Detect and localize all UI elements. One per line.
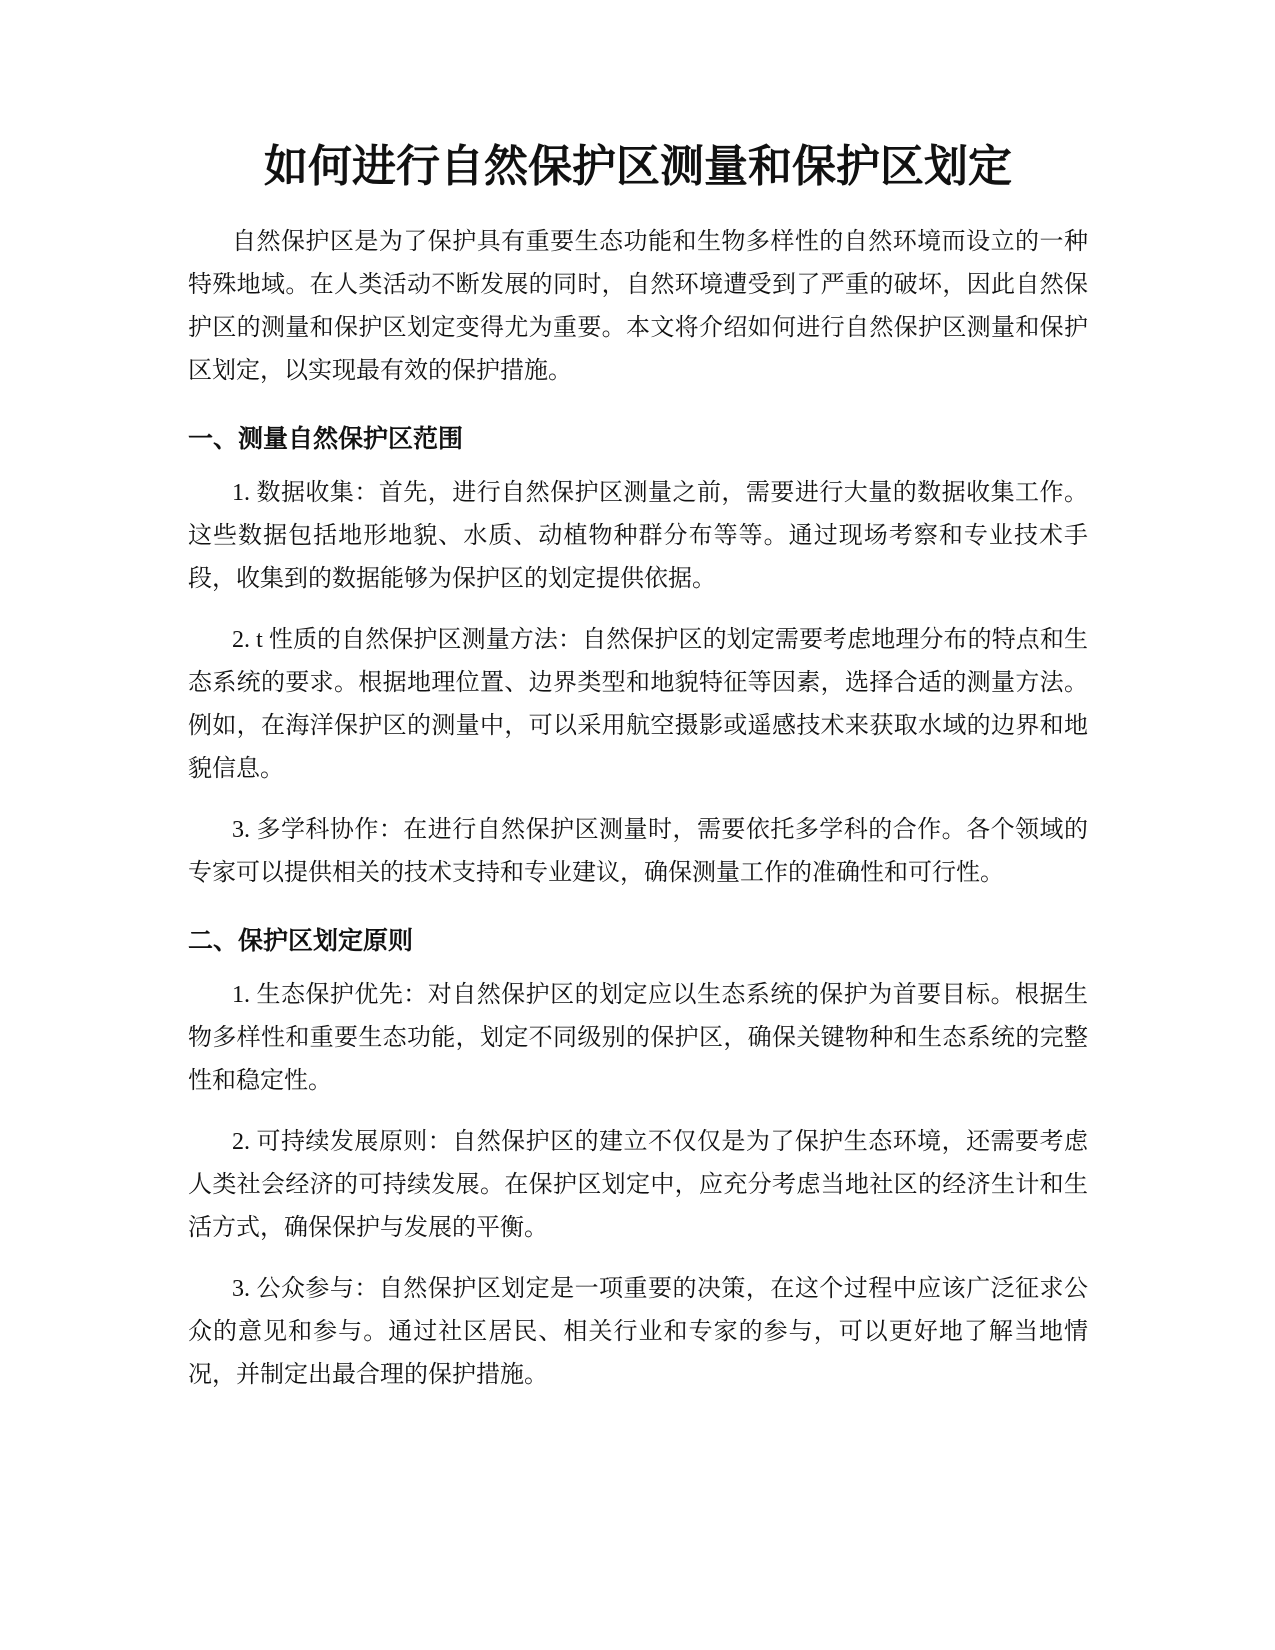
- list-item: 2. 可持续发展原则：自然保护区的建立不仅仅是为了保护生态环境，还需要考虑人类社会经济的可持续发展。在保护区划定中，应充分考虑当地社区的经济生计和生活方式，确保保护与发展的平衡。: [188, 1129, 1088, 1242]
- list-item: 1. 生态保护优先：对自然保护区的划定应以生态系统的保护为首要目标。根据生物多样性和重要生态功能，划定不同级别的保护区，确保关键物种和生态系统的完整性和稳定性。: [188, 982, 1088, 1095]
- document-title: 如何进行自然保护区测量和保护区划定: [264, 141, 1012, 192]
- list-item: 3. 多学科协作：在进行自然保护区测量时，需要依托多学科的合作。各个领域的专家可以提供相关的技术支持和专业建议，确保测量工作的准确性和可行性。: [188, 817, 1088, 887]
- list-item: 3. 公众参与：自然保护区划定是一项重要的决策，在这个过程中应该广泛征求公众的意见和参与。通过社区居民、相关行业和专家的参与，可以更好地了解当地情况，并制定出最合理的保护措施。: [188, 1276, 1088, 1389]
- section-heading: 一、测量自然保护区范围: [188, 424, 464, 454]
- list-item: 1. 数据收集：首先，进行自然保护区测量之前，需要进行大量的数据收集工作。这些数据包括地形地貌、水质、动植物种群分布等等。通过现场考察和专业技术手段，收集到的数据能够为保护区的划定提供依据。: [188, 480, 1088, 593]
- intro-paragraph: 自然保护区是为了保护具有重要生态功能和生物多样性的自然环境而设立的一种特殊地域。在人类活动不断发展的同时，自然环境遭受到了严重的破坏，因此自然保护区的测量和保护区划定变得尤为重要。本文将介绍如何进行自然保护区测量和保护区划定，以实现最有效的保护措施。: [188, 229, 1088, 385]
- list-item: 2. t 性质的自然保护区测量方法：自然保护区的划定需要考虑地理分布的特点和生态系统的要求。根据地理位置、边界类型和地貌特征等因素，选择合适的测量方法。例如，在海洋保护区的测量中，可以采用航空摄影或遥感技术来获取水域的边界和地貌信息。: [188, 627, 1088, 783]
- section-measurement-scope: [188, 421, 1088, 895]
- document-page: [188, 138, 1088, 1415]
- section-heading: 二、保护区划定原则: [188, 926, 414, 956]
- section-delineation-principles: [188, 923, 1088, 1397]
